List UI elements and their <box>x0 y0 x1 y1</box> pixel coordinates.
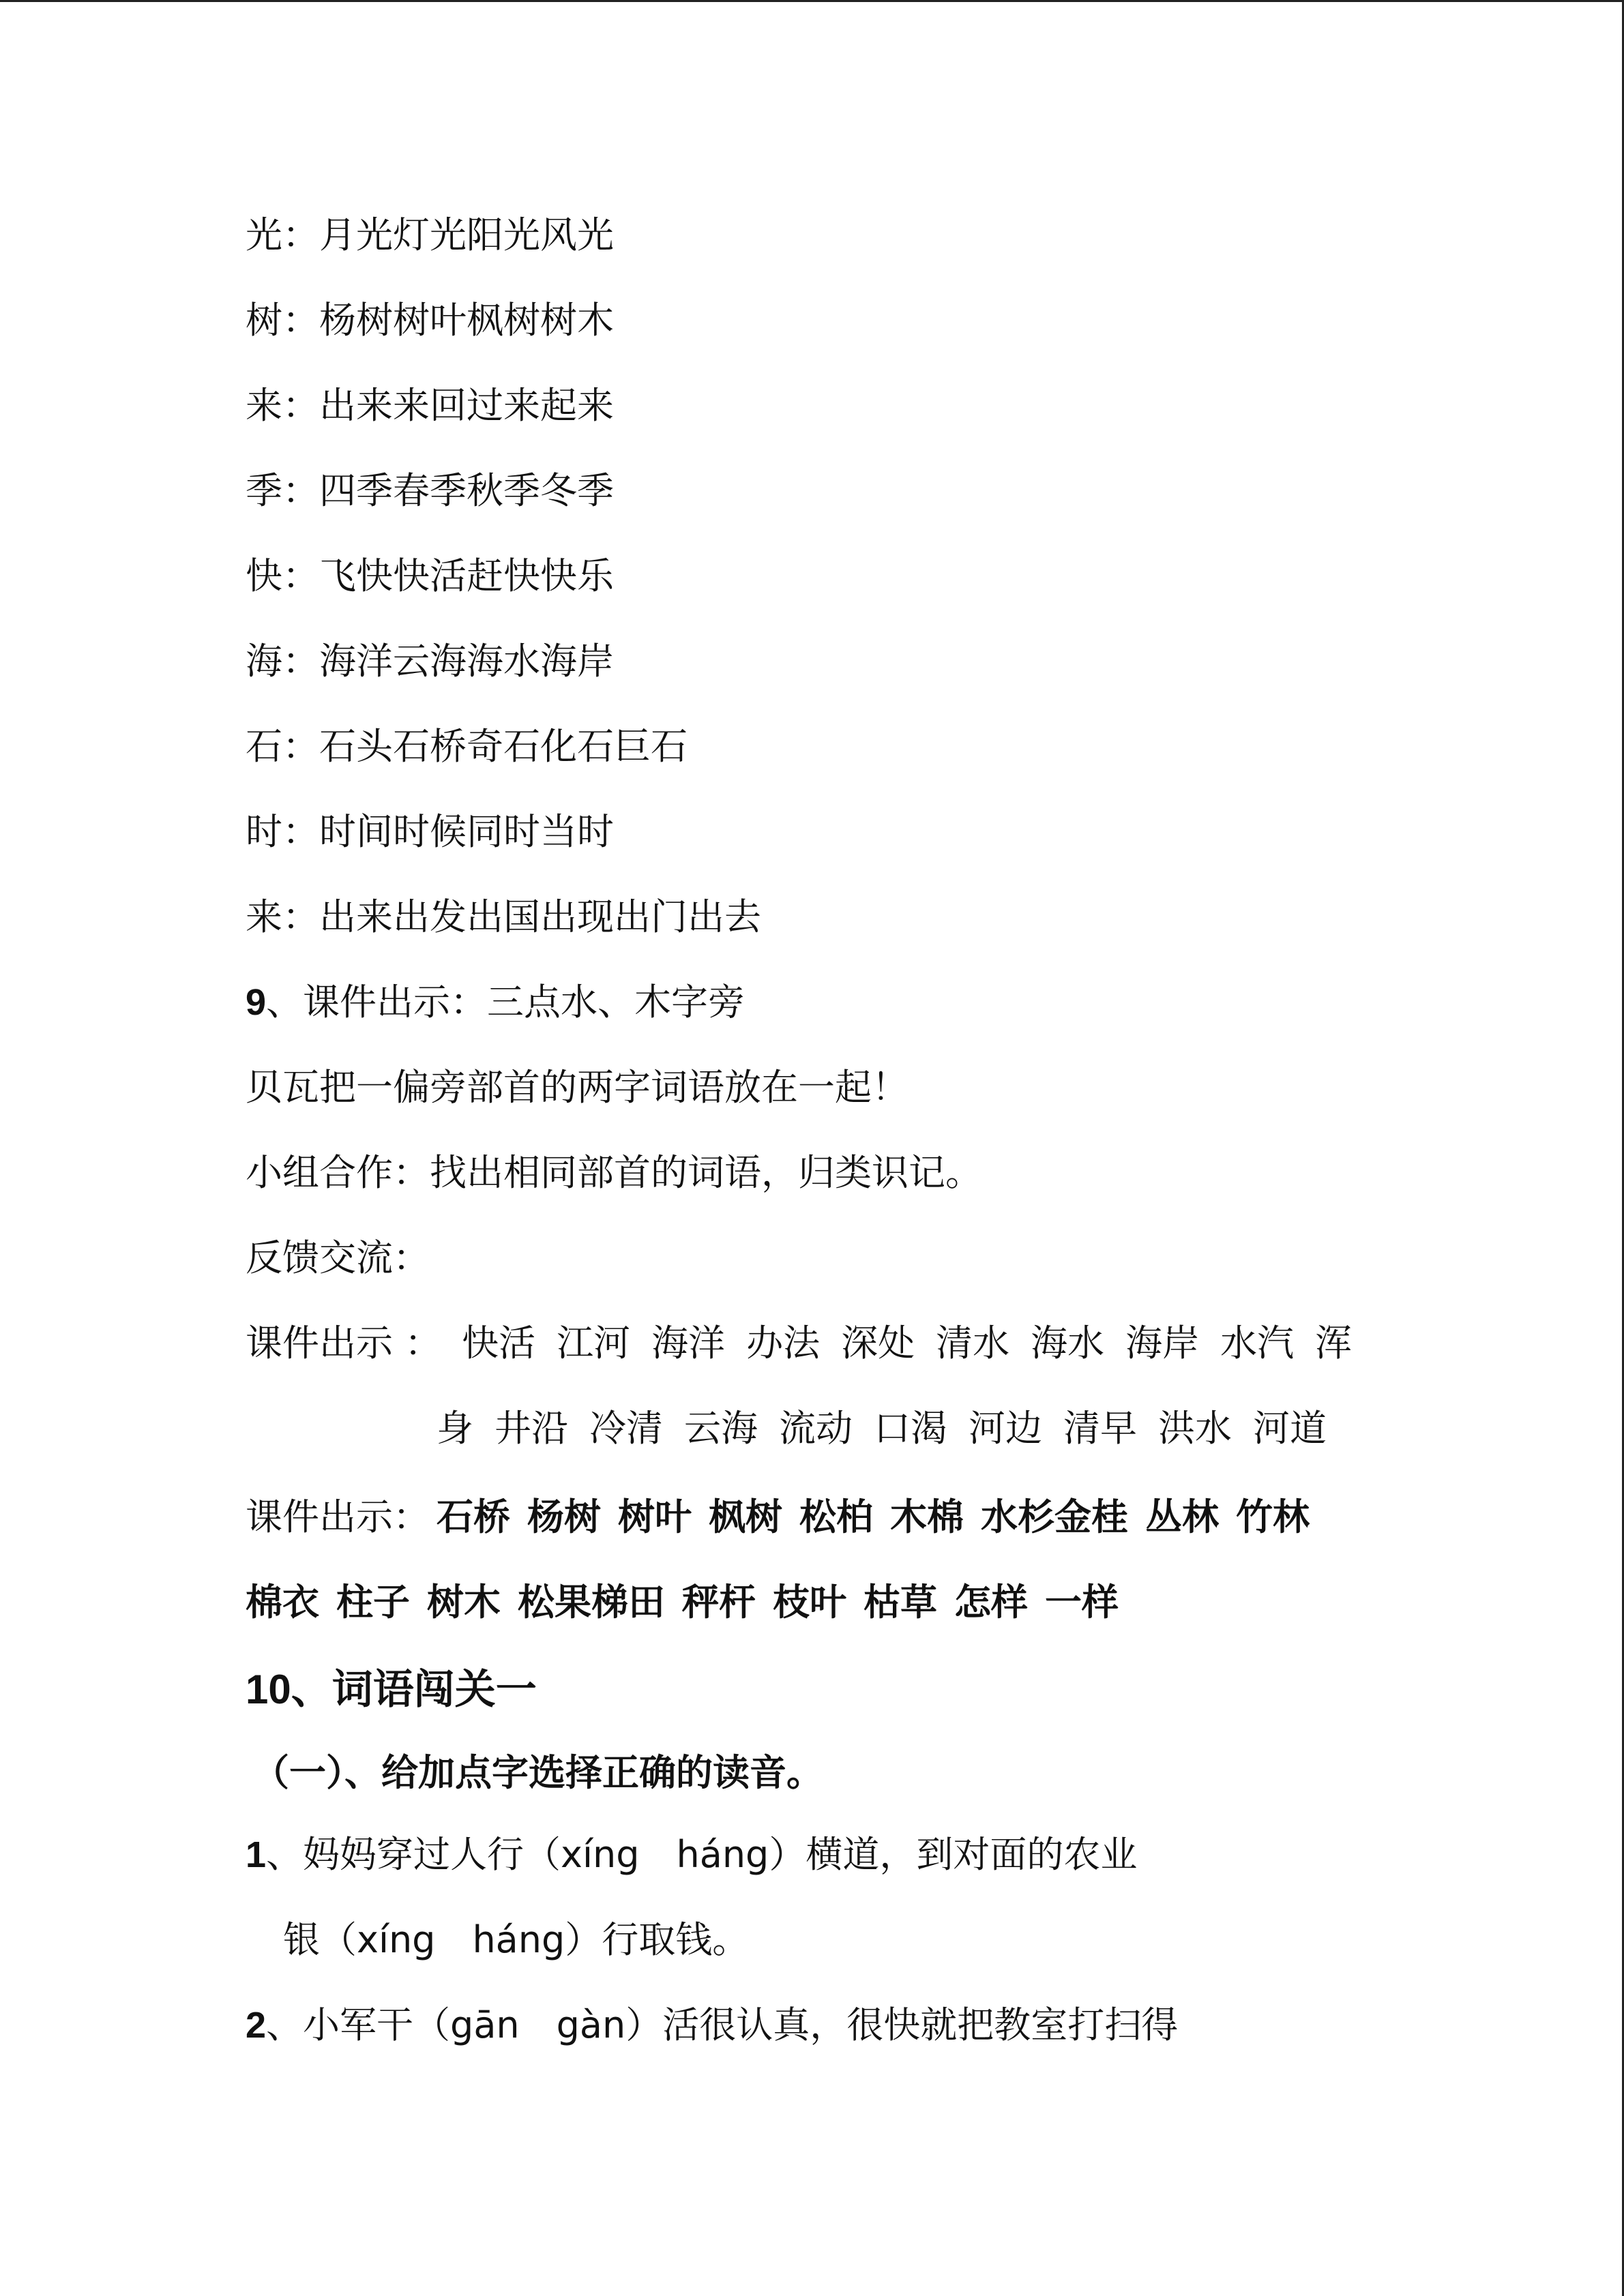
show1-words-row2 <box>437 1407 1348 1450</box>
show2-word: 松果梯田 <box>518 1581 665 1624</box>
show2-label: 课件出示： <box>246 1495 430 1538</box>
show1-row1 <box>246 1322 1373 1365</box>
show1-word: 身 <box>437 1407 473 1450</box>
show2-row1 <box>246 1495 1327 1538</box>
question-2-text: 、小军干（gān gàn）活很认真，很快就把教室打扫得 <box>266 2003 1179 2046</box>
show1-word: 江河 <box>557 1322 631 1365</box>
section10-heading <box>246 1666 537 1714</box>
word-group-8: 时：时间时候同时当时 <box>246 810 614 853</box>
section10-sub: （一）、给加点字选择正确的读音。 <box>252 1751 823 1794</box>
show2-words-row2 <box>246 1581 1136 1624</box>
show1-words-row1 <box>462 1322 1373 1365</box>
show2-word: 枯草 <box>863 1581 937 1624</box>
show1-word: 办法 <box>746 1322 821 1365</box>
show1-word: 流动 <box>779 1407 853 1450</box>
show1-word: 清早 <box>1063 1407 1137 1450</box>
show2-word: 杨树 <box>527 1495 601 1538</box>
section9-line2: 小组合作：找出相同部首的词语，归类识记。 <box>246 1151 982 1194</box>
show2-word: 水杉金桂 <box>981 1495 1128 1538</box>
word-group-9: 来：出来出发出国出现出门出去 <box>246 895 761 938</box>
show1-word: 海洋 <box>651 1322 726 1365</box>
show1-label: 课件出示 ： <box>246 1322 442 1365</box>
show2-word: 松柏 <box>799 1495 873 1538</box>
show1-word: 冷清 <box>589 1407 663 1450</box>
show2-word: 树木 <box>427 1581 501 1624</box>
show1-word: 海岸 <box>1125 1322 1200 1365</box>
show2-word: 竹林 <box>1236 1495 1310 1538</box>
section10-title: 、词语闯关一 <box>291 1666 537 1714</box>
show1-word: 深处 <box>841 1322 915 1365</box>
show2-word: 枫树 <box>709 1495 782 1538</box>
word-group-5: 快：飞快快活赶快快乐 <box>246 554 614 597</box>
word-group-3: 来：出来来回过来起来 <box>246 384 614 427</box>
section9-line3: 反馈交流： <box>246 1236 430 1279</box>
section9-number: 9 <box>246 982 267 1023</box>
section9-heading <box>246 981 745 1024</box>
show2-word: 木棉 <box>890 1495 964 1538</box>
show1-word: 口渴 <box>874 1407 947 1450</box>
show2-word: 柱子 <box>336 1581 410 1624</box>
question-1-text: 、妈妈穿过人行（xíng háng）横道，到对面的农业 <box>266 1833 1138 1876</box>
show2-row2 <box>246 1581 1136 1624</box>
show1-word: 河道 <box>1253 1407 1327 1450</box>
show1-word: 水汽 <box>1220 1322 1295 1365</box>
show1-word: 清水 <box>936 1322 1010 1365</box>
section9-line1: 贝瓦把一偏旁部首的两字词语放在一起！ <box>246 1066 909 1109</box>
show1-word: 浑 <box>1315 1322 1353 1365</box>
question-1-number: 1 <box>246 1834 267 1875</box>
section10-number: 10 <box>246 1667 291 1712</box>
show1-word: 洪水 <box>1158 1407 1232 1450</box>
word-group-7: 石：石头石桥奇石化石巨石 <box>246 725 688 768</box>
show1-word: 井沿 <box>494 1407 568 1450</box>
question-1-line2: 银（xíng háng）行取钱。 <box>283 1918 750 1961</box>
show2-word: 怎样 <box>954 1581 1028 1624</box>
show2-word: 丛林 <box>1145 1495 1219 1538</box>
word-group-4: 季：四季春季秋季冬季 <box>246 469 614 512</box>
show2-word: 石桥 <box>437 1495 510 1538</box>
show2-word: 树叶 <box>618 1495 692 1538</box>
show1-word: 海水 <box>1031 1322 1105 1365</box>
show2-word: 一样 <box>1045 1581 1119 1624</box>
show1-word: 云海 <box>684 1407 758 1450</box>
show1-row2 <box>437 1407 1348 1450</box>
show2-word: 枝叶 <box>773 1581 846 1624</box>
show1-word: 快活 <box>462 1322 536 1365</box>
question-2-number: 2 <box>246 2005 267 2046</box>
word-group-6: 海：海洋云海海水海岸 <box>246 640 614 683</box>
word-group-1: 光：月光灯光阳光风光 <box>246 213 614 256</box>
question-2-line1 <box>246 2003 1179 2046</box>
show2-word: 秤杆 <box>682 1581 756 1624</box>
show2-word: 棉衣 <box>246 1581 319 1624</box>
show2-words-row1 <box>437 1495 1327 1538</box>
word-group-2: 树：杨树树叶枫树树木 <box>246 299 614 342</box>
section9-title: 、课件出示：三点水、木字旁 <box>266 981 745 1024</box>
question-1-line1 <box>246 1833 1138 1876</box>
show1-word: 河边 <box>969 1407 1042 1450</box>
